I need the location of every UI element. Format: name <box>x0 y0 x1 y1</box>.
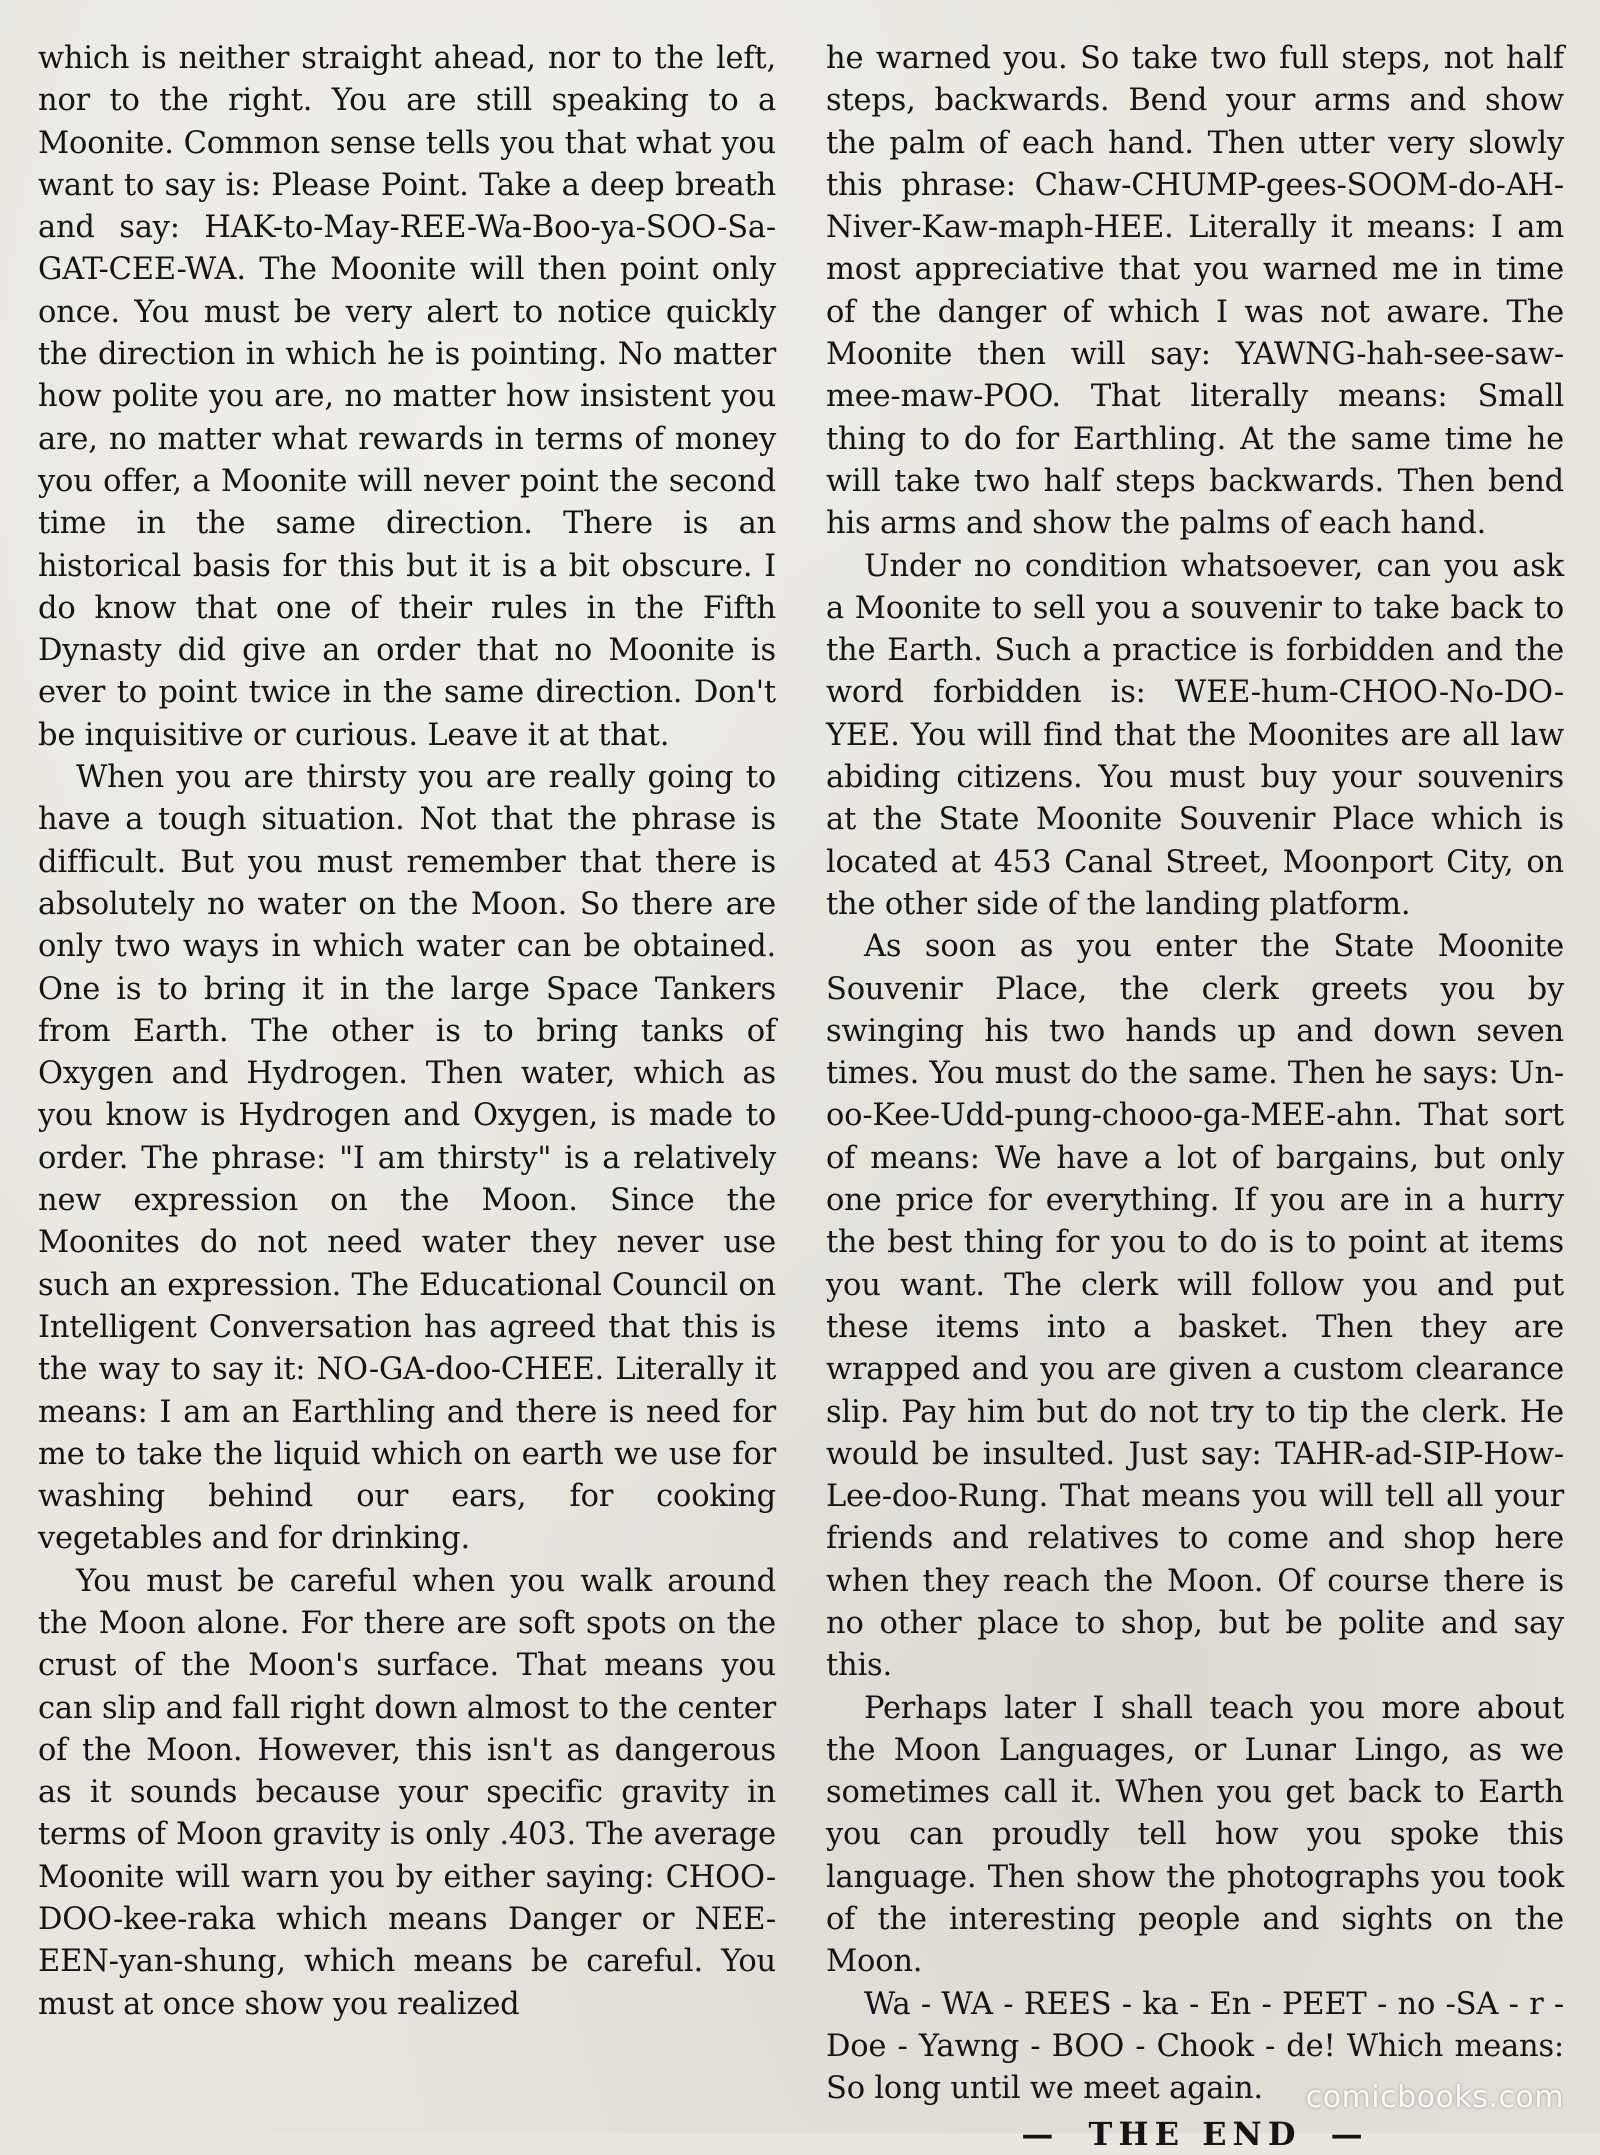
paragraph-soft-spots: You must be careful when you walk around the Moon alone. For there are soft spots on the crust of the Moon's surface. That means you can slip and fall right down almost to the center of the Moon. However, this isn't as dangerous as it sounds because your specific gravity in terms of Moon gravity is only .403. The average Moonite will warn you by either saying: CHOO-DOO-kee-raka which means Danger or NEE-EEN-yan-shung, which means be careful. You must at once show you realized <box>38 1563 776 2022</box>
left-text-column <box>38 38 776 2026</box>
end-dash-left: — <box>1021 2114 1060 2153</box>
paragraph-souvenir-place: As soon as you enter the State Moonite Souvenir Place, the clerk greets you by swinging his two hands up and down seven times. You must do the same. Then he says: Un-oo-Kee-Udd-pung-chooo-ga-MEE-ahn. That sort of means: We have a lot of bargains, but only one price for everything. If you are in a hurry the best thing for you to do is to point at items you want. The clerk will follow you and put these items into a basket. Then they are wrapped and you are given a custom clearance slip. Pay him but do not try to tip the clerk. He would be insulted. Just say: TAHR-ad-SIP-How-Lee-doo-Rung. That means you will tell all your friends and relatives to come and shop here when they reach the Moon. Of course there is no other place to shop, but be polite and say this. <box>826 929 1564 1684</box>
paragraph-warning-reply: he warned you. So take two full steps, not half steps, backwards. Bend your arms and show the palm of each hand. Then utter very slowly this phrase: Chaw-CHUMP-gees-SOOM-do-AH-Niver-Kaw-maph-HEE. Literally it means: I am most appreciative that you warned me in time of the danger of which I was not aware. The Moonite then will say: YAWNG-hah-see-saw-mee-maw-POO. That literally means: Small thing to do for Earthling. At the same time he will take two half steps backwards. Then bend his arms and show the palms of each hand. <box>826 41 1564 542</box>
site-watermark: comicbooks.com <box>1305 2080 1564 2115</box>
paragraph-thirsty: When you are thirsty you are really going to have a tough situation. Not that the phrase is difficult. But you must remember that there is absolutely no water on the Moon. So there are only two ways in which water can be obtained. One is to bring it in the large Space Tankers from Earth. The other is to bring tanks of Oxygen and Hydrogen. Then water, which as you know is Hydrogen and Oxygen, is made to order. The phrase: "I am thirsty" is a relatively new expression on the Moon. Since the Moonites do not need water they never use such an expression. The Educational Council on Intelligent Conversation has agreed that this is the way to say it: NO-GA-doo-CHEE. Literally it means: I am an Earthling and there is need for me to take the liquid which on earth we use for washing behind our ears, for cooking vegetables and for drinking. <box>38 760 776 1557</box>
paragraph-souvenirs: Under no condition whatsoever, can you ask a Moonite to sell you a souvenir to take back to the Earth. Such a practice is forbidden and the word forbidden is: WEE-hum-CHOO-No-DO-YEE. You will find that the Moonites are all law abiding citizens. You must buy your souvenirs at the State Moonite Souvenir Place which is located at 453 Canal Street, Moonport City, on the other side of the landing platform. <box>826 548 1564 922</box>
end-dash-right: — <box>1330 2114 1369 2153</box>
paragraph-lunar-lingo: Perhaps later I shall teach you more about the Moon Languages, or Lunar Lingo, as we sometimes call it. When you get back to Earth you can proudly tell how you spoke this language. Then show the photographs you took of the interesting people and sights on the Moon. <box>826 1690 1564 1980</box>
paragraph-farewell: Wa - WA - REES - ka - En - PEET - no -SA - r - Doe - Yawng - BOO - Chook - de! Which means: So long until we meet again. <box>826 1986 1564 2107</box>
the-end-text: THE END <box>1088 2114 1302 2153</box>
right-text-column <box>826 38 1564 2155</box>
paragraph-pointing: which is neither straight ahead, nor to the left, nor to the right. You are still speaking to a Moonite. Common sense tells you that what you want to say is: Please Point. Take a deep breath and say: HAK-to-May-REE-Wa-Boo-ya-SOO-Sa-GAT-CEE-WA. The Moonite will then point only once. You must be very alert to notice quickly the direction in which he is pointing. No matter how polite you are, no matter how insistent you are, no matter what rewards in terms of money you offer, a Moonite will never point the second time in the same direction. There is an historical basis for this but it is a bit obscure. I do know that one of their rules in the Fifth Dynasty did give an order that no Moonite is ever to point twice in the same direction. Don't be inquisitive or curious. Leave it at that. <box>38 41 776 753</box>
the-end-marker <box>826 2113 1564 2155</box>
